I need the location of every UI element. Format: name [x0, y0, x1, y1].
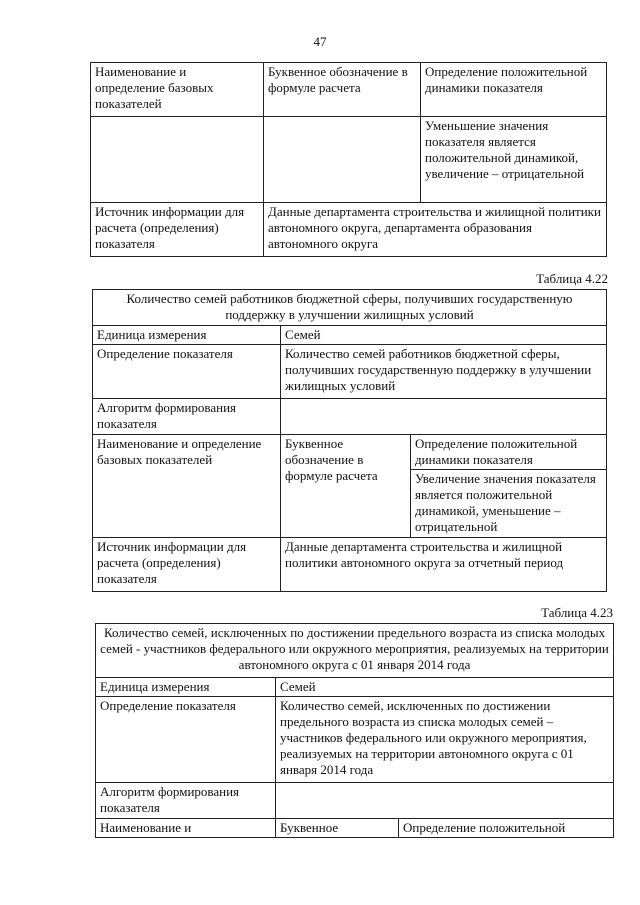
dynamics-value: Уменьшение значения показателя является положительной динамикой, увеличение – отрицательной: [421, 117, 607, 203]
table-row: [93, 399, 607, 435]
table-caption: Таблица 4.22: [536, 271, 608, 286]
definition-label: Определение показателя: [96, 697, 276, 783]
unit-value: Семей: [281, 326, 607, 345]
algorithm-value: [276, 783, 614, 819]
table-row: [91, 117, 607, 203]
empty-cell: [264, 117, 421, 203]
table-row: [96, 819, 614, 838]
algorithm-label: Алгоритм формирования показателя: [93, 399, 281, 435]
table-title: Количество семей, исключенных по достижении предельного возраста из списка молодых семей - участников федерального или окружного мероприятия, реализуемых на территории автономного округа с 01 января 2014 года: [96, 624, 614, 678]
source-label: Источник информации для расчета (определения) показателя: [93, 538, 281, 592]
source-value: Данные департамента строительства и жилищной политики автономного округа за отчетный период: [281, 538, 607, 592]
table-row: [91, 203, 607, 257]
table-row: [93, 326, 607, 345]
letter-designation-label: Буквенное обозначение в формуле расчета: [281, 435, 411, 538]
base-indicators-header: Наименование и определение базовых показателей: [91, 63, 264, 117]
dynamics-value: Увеличение значения показателя является положительной динамикой, уменьшение – отрицательной: [411, 470, 607, 538]
letter-designation-header: Буквенное обозначение в формуле расчета: [264, 63, 421, 117]
table-4-22: [92, 289, 607, 592]
definition-label: Определение показателя: [93, 345, 281, 399]
definition-value: Количество семей работников бюджетной сферы, получивших государственную поддержку в улучшении жилищных условий: [281, 345, 607, 399]
source-label: Источник информации для расчета (определения) показателя: [91, 203, 264, 257]
table-row: [93, 435, 607, 470]
table-4-23: [95, 623, 614, 838]
unit-label: Единица измерения: [93, 326, 281, 345]
unit-value: Семей: [276, 678, 614, 697]
dynamics-label: Определение положительной: [399, 819, 614, 838]
base-indicators-label: Наименование и: [96, 819, 276, 838]
table-row: [93, 290, 607, 326]
table-row: [93, 538, 607, 592]
table-row: [96, 697, 614, 783]
table-caption: Таблица 4.23: [541, 605, 613, 620]
table-row: [93, 345, 607, 399]
definition-value: Количество семей, исключенных по достижении предельного возраста из списка молодых семей – участников федерального или окружного мероприятия, реализуемых на территории автономного округа с 01 января 2014 года: [276, 697, 614, 783]
table-title: Количество семей работников бюджетной сферы, получивших государственную поддержку в улучшении жилищных условий: [93, 290, 607, 326]
table-row: [96, 783, 614, 819]
source-value: Данные департамента строительства и жилищной политики автономного округа, департамента образования автономного округа: [264, 203, 607, 257]
dynamics-header: Определение положительной динамики показателя: [421, 63, 607, 117]
empty-cell: [91, 117, 264, 203]
table-continuation: [90, 62, 607, 257]
base-indicators-label: Наименование и определение базовых показателей: [93, 435, 281, 538]
table-row: [96, 624, 614, 678]
algorithm-label: Алгоритм формирования показателя: [96, 783, 276, 819]
letter-designation-label: Буквенное: [276, 819, 399, 838]
unit-label: Единица измерения: [96, 678, 276, 697]
dynamics-label: Определение положительной динамики показателя: [411, 435, 607, 470]
algorithm-value: [281, 399, 607, 435]
table-row: [96, 678, 614, 697]
page-number: 47: [313, 34, 327, 49]
table-row: [91, 63, 607, 117]
